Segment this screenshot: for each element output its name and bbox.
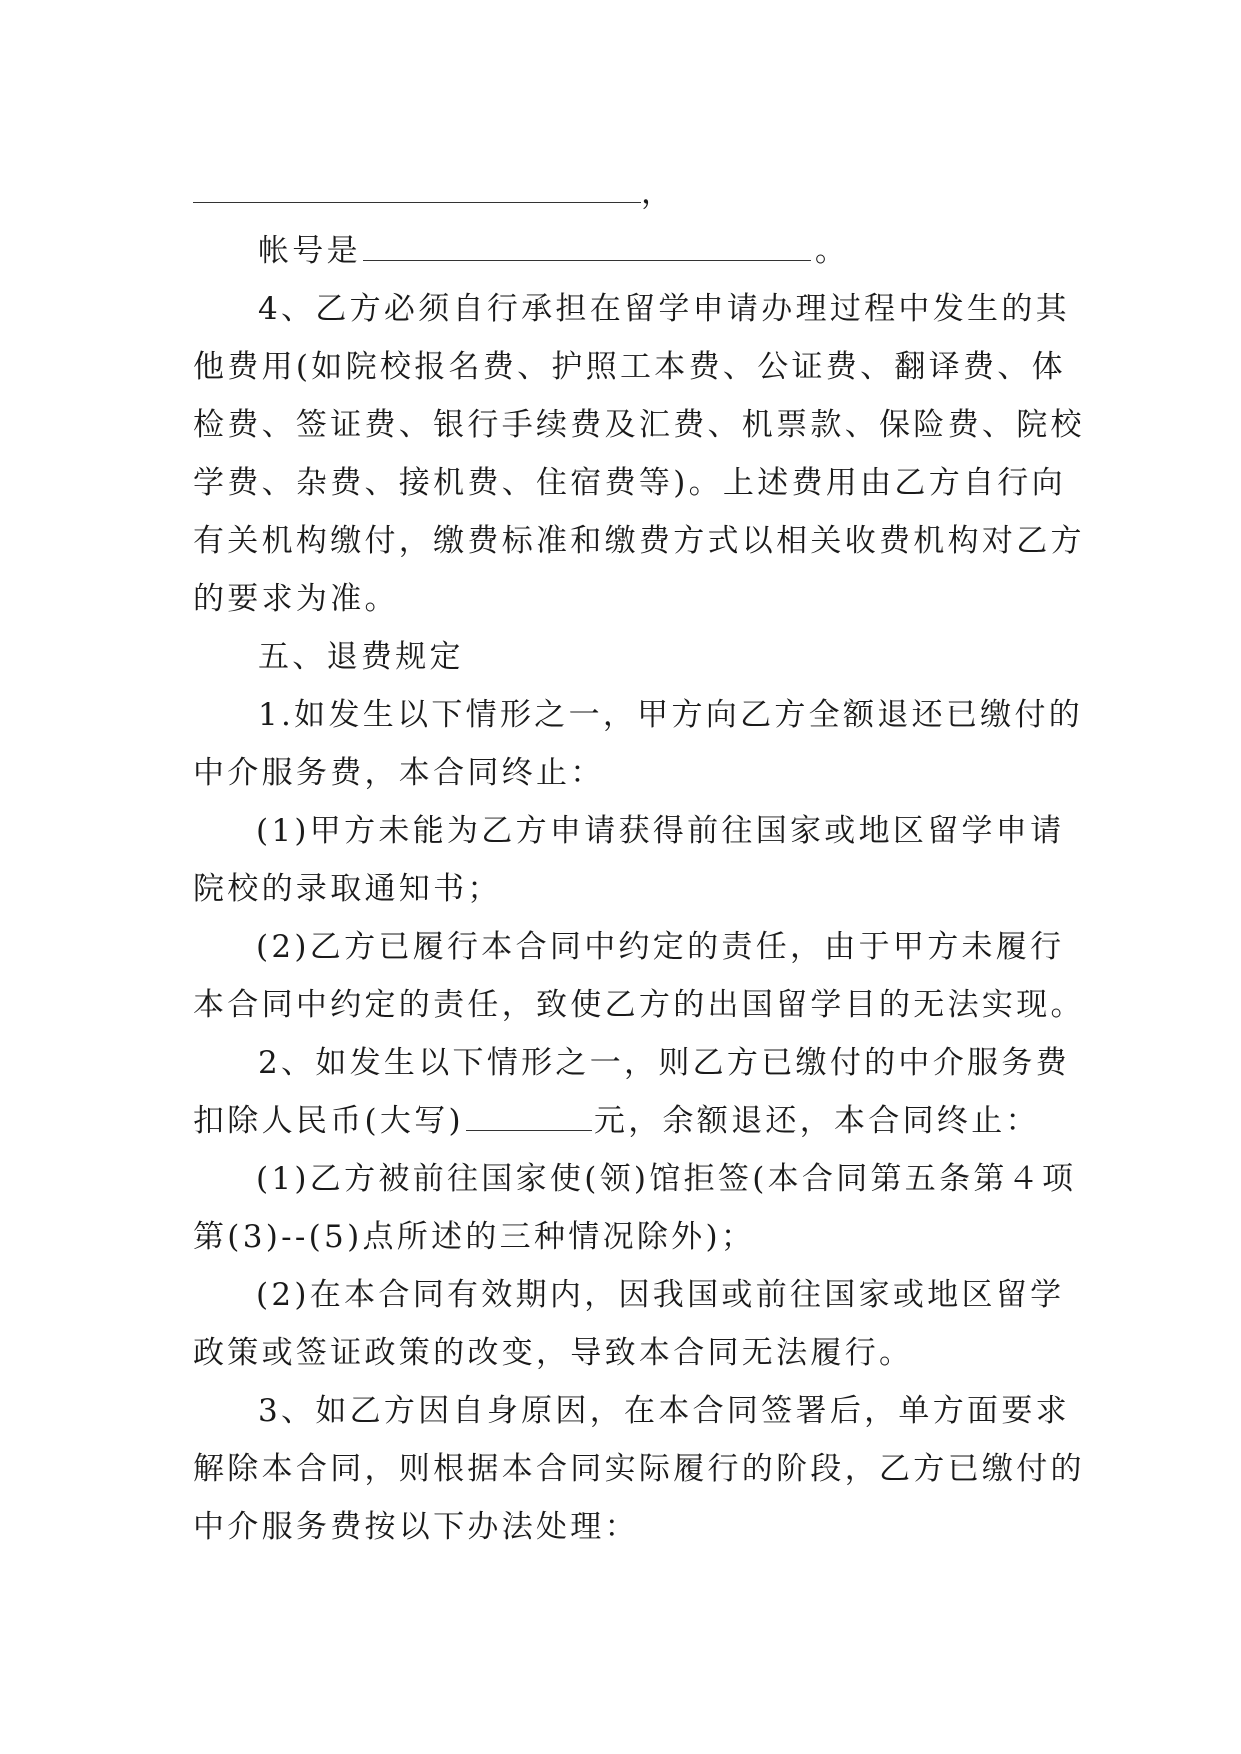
item1-sub1-line: 院校的录取通知书；: [193, 871, 502, 907]
item1-sub2-line: 本合同中约定的责任，致使乙方的出国留学目的无法实现。: [193, 987, 1085, 1023]
bank-name-line: [193, 164, 1063, 222]
para4-line: 检费、签证费、银行手续费及汇费、机票款、保险费、院校: [193, 407, 1085, 443]
item2-amount-line: [193, 1092, 1063, 1150]
item3-line: 中介服务费按以下办法处理：: [193, 1509, 639, 1545]
item1-line: 中介服务费，本合同终止：: [193, 755, 605, 791]
para4-line: 他费用(如院校报名费、护照工本费、公证费、翻译费、体: [193, 349, 1066, 385]
para4-line: 学费、杂费、接机费、住宿费等)。上述费用由乙方自行向: [193, 465, 1066, 501]
account-suffix: 。: [814, 233, 850, 269]
item3-line: 3、如乙方因自身原因，在本合同签署后，单方面要求: [258, 1393, 1070, 1429]
para4-line: 的要求为准。: [193, 581, 399, 617]
item3-line: 解除本合同，则根据本合同实际履行的阶段，乙方已缴付的: [193, 1451, 1085, 1487]
para4-line: 有关机构缴付，缴费标准和缴费方式以相关收费机构对乙方: [193, 523, 1085, 559]
item1-sub1-line: (1)甲方未能为乙方申请获得前往国家或地区留学申请: [256, 813, 1065, 849]
para4-line: 4、乙方必须自行承担在留学申请办理过程中发生的其: [258, 291, 1070, 327]
item2-amount-suffix: 元，余额退还，本合同终止：: [593, 1103, 1040, 1139]
item1-line: 1.如发生以下情形之一，甲方向乙方全额退还已缴付的: [258, 697, 1084, 733]
account-line: [193, 222, 1063, 280]
item2-sub2-line: 政策或签证政策的改变，导致本合同无法履行。: [193, 1335, 914, 1371]
account-label: 帐号是: [258, 233, 361, 269]
account-blank: [363, 230, 811, 261]
document-page: [193, 164, 1085, 1556]
item2-sub2-line: (2)在本合同有效期内，因我国或前往国家或地区留学: [256, 1277, 1065, 1313]
item2-sub1-line: 第(3)--(5)点所述的三种情况除外)；: [193, 1219, 756, 1255]
section-title: 五、退费规定: [258, 639, 464, 675]
item1-sub2-line: (2)乙方已履行本合同中约定的责任，由于甲方未履行: [256, 929, 1065, 965]
bank-line-suffix: ，: [641, 175, 676, 211]
item2-line: 2、如发生以下情形之一，则乙方已缴付的中介服务费: [258, 1045, 1070, 1081]
item2-amount-prefix: 扣除人民币(大写): [193, 1103, 464, 1139]
bank-blank: [193, 168, 641, 203]
item2-sub1-line: (1)乙方被前往国家使(领)馆拒签(本合同第五条第４项: [256, 1161, 1077, 1197]
amount-blank: [466, 1100, 592, 1131]
